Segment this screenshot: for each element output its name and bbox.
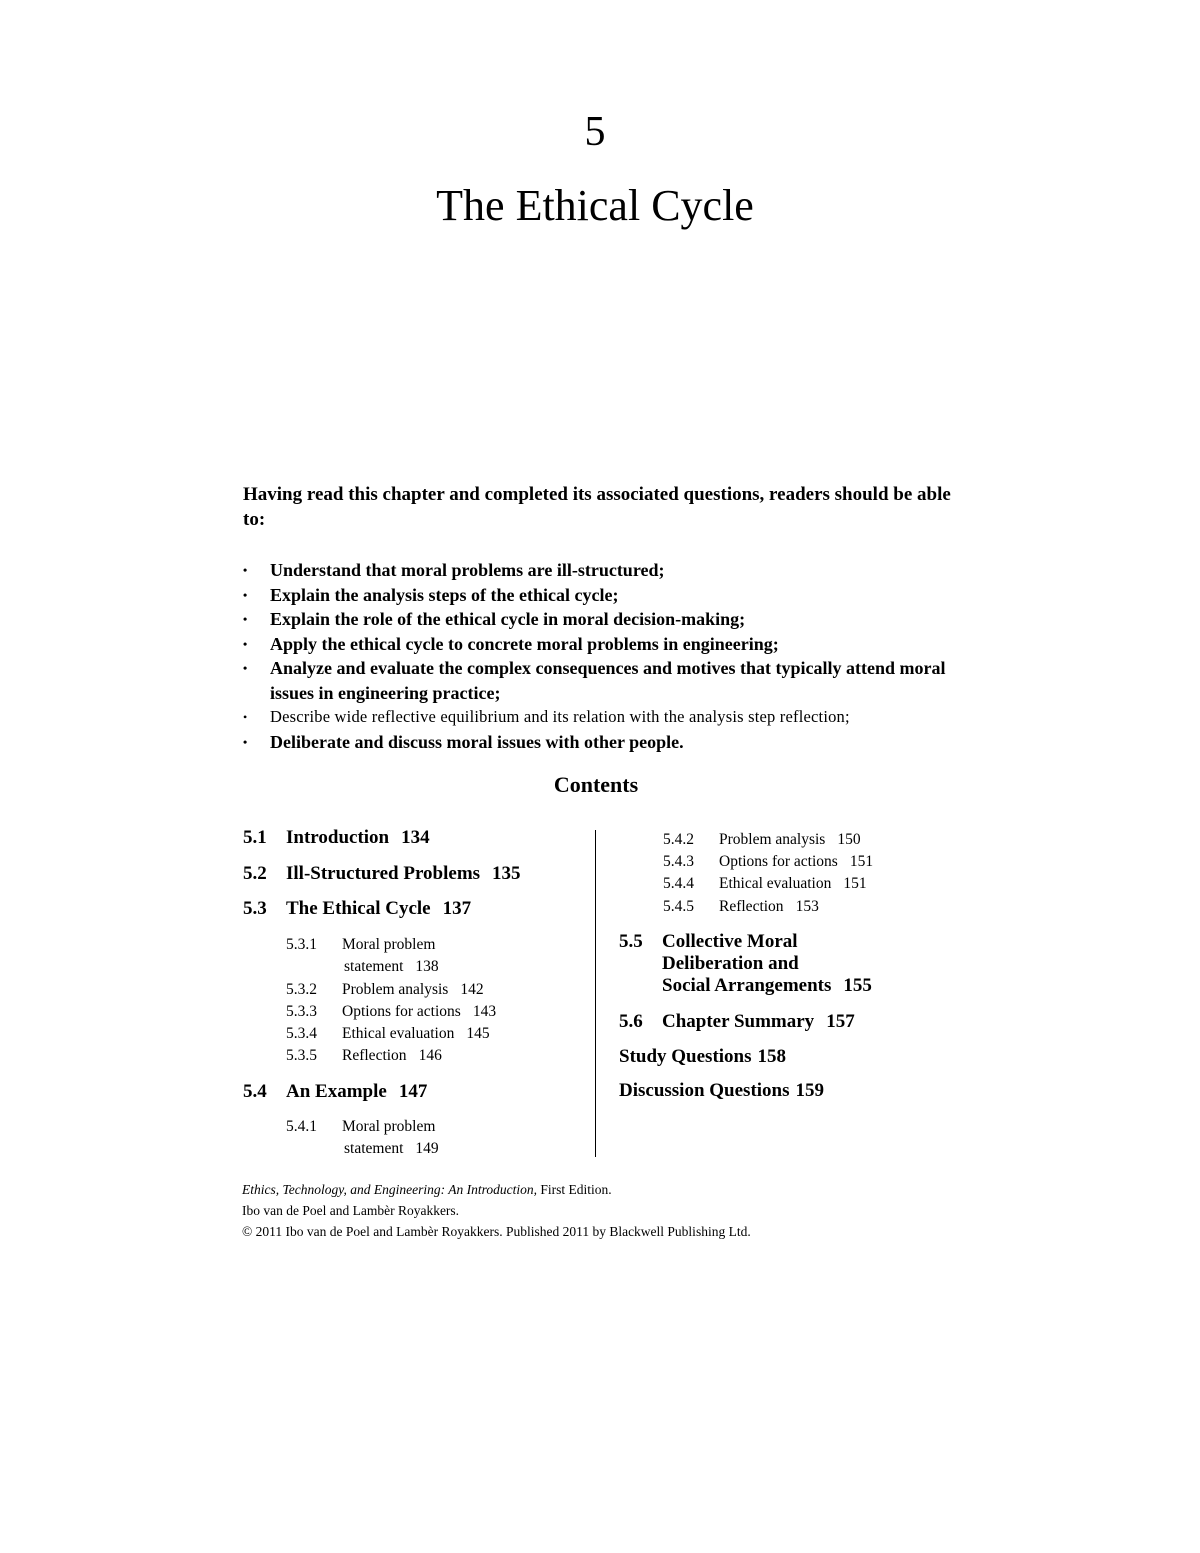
toc-page: 138 bbox=[415, 958, 439, 975]
objective-text: Analyze and evaluate the complex consequences and motives that typically attend moral issues in engineering practice; bbox=[270, 658, 946, 703]
column-divider bbox=[595, 830, 596, 1157]
toc-page: 135 bbox=[492, 863, 521, 884]
contents-heading: Contents bbox=[553, 772, 639, 797]
objective-text: Explain the analysis steps of the ethical cycle; bbox=[270, 584, 619, 605]
toc-page: 151 bbox=[843, 875, 867, 892]
bullet-icon: • bbox=[243, 587, 248, 602]
book-edition: First Edition. bbox=[540, 1182, 612, 1197]
bullet-icon: • bbox=[243, 636, 248, 651]
toc-title: An Example bbox=[286, 1081, 387, 1102]
toc-title: Moral problem bbox=[342, 1118, 436, 1135]
bullet-icon: • bbox=[243, 612, 248, 626]
toc-title: Collective Moral bbox=[662, 931, 798, 952]
toc-title: The Ethical Cycle bbox=[286, 898, 431, 919]
bullet-icon: • bbox=[243, 661, 248, 675]
objective-item bbox=[243, 705, 963, 730]
toc-title: Social Arrangements bbox=[662, 975, 832, 996]
objective-item bbox=[243, 730, 963, 755]
objective-text: Understand that moral problems are ill-structured; bbox=[270, 560, 665, 580]
toc-number: 5.4.2 bbox=[663, 831, 694, 848]
toc-title: Problem analysis bbox=[719, 831, 826, 848]
toc-entry bbox=[619, 1080, 824, 1102]
toc-page: 150 bbox=[837, 831, 861, 848]
toc-page: 147 bbox=[398, 1081, 428, 1102]
toc-number: 5.4.3 bbox=[663, 853, 694, 870]
toc-number: 5.3.1 bbox=[286, 936, 317, 953]
toc-page: 142 bbox=[460, 981, 484, 998]
toc-title: Ethical evaluation bbox=[342, 1025, 455, 1042]
toc-page: 155 bbox=[843, 975, 872, 996]
toc-number: 5.3 bbox=[243, 898, 267, 919]
toc-page: 157 bbox=[826, 1011, 855, 1032]
toc-title: Reflection bbox=[719, 898, 784, 915]
toc-entry bbox=[619, 1046, 786, 1068]
objective-item bbox=[243, 632, 963, 657]
objective-text: Describe wide reflective equilibrium and its relation with the analysis step reflection; bbox=[270, 707, 850, 726]
book-title: Ethics, Technology, and Engineering: An Introduction, bbox=[242, 1182, 537, 1197]
toc-title: Reflection bbox=[342, 1047, 407, 1064]
chapter-title: The Ethical Cycle bbox=[436, 181, 754, 230]
bullet-icon: • bbox=[243, 563, 248, 577]
toc-number: 5.6 bbox=[619, 1011, 643, 1032]
toc-title: Options for actions bbox=[342, 1003, 461, 1020]
objective-item bbox=[243, 607, 963, 632]
toc-title: Study Questions bbox=[619, 1046, 752, 1067]
toc-title: Deliberation and bbox=[662, 953, 799, 974]
objective-text: Apply the ethical cycle to concrete moral problems in engineering; bbox=[270, 633, 779, 654]
toc-title: Introduction bbox=[286, 827, 390, 848]
toc-page: 158 bbox=[757, 1046, 787, 1067]
toc-page: 146 bbox=[418, 1047, 442, 1064]
toc-title: Ethical evaluation bbox=[719, 875, 832, 892]
toc-number: 5.4.5 bbox=[663, 898, 694, 915]
learning-objectives-list bbox=[243, 558, 963, 754]
toc-number: 5.5 bbox=[619, 931, 643, 952]
toc-number: 5.3.3 bbox=[286, 1003, 317, 1020]
learning-objectives-intro: Having read this chapter and completed its associated questions, readers should be able to: bbox=[243, 484, 951, 530]
objective-text: Deliberate and discuss moral issues with other people. bbox=[270, 731, 684, 752]
toc-number: 5.3.2 bbox=[286, 981, 317, 998]
toc-page: 159 bbox=[795, 1080, 825, 1101]
toc-title: Chapter Summary bbox=[662, 1011, 815, 1032]
objective-item bbox=[243, 656, 963, 705]
toc-number: 5.4.1 bbox=[286, 1118, 317, 1135]
toc-page: 137 bbox=[442, 898, 472, 919]
toc-page: 151 bbox=[849, 853, 874, 870]
publication-footer bbox=[242, 1179, 751, 1242]
toc-number: 5.4.4 bbox=[663, 875, 694, 892]
toc-page: 149 bbox=[415, 1140, 439, 1157]
toc-page: 143 bbox=[472, 1003, 497, 1020]
chapter-number: 5 bbox=[584, 109, 606, 155]
bullet-icon: • bbox=[243, 710, 248, 724]
book-authors: Ibo van de Poel and Lambèr Royakkers. bbox=[242, 1203, 460, 1218]
toc-number: 5.1 bbox=[243, 827, 267, 848]
toc-number: 5.3.4 bbox=[286, 1025, 317, 1042]
toc-title: Moral problem bbox=[342, 936, 436, 953]
toc-title: Problem analysis bbox=[342, 981, 449, 998]
toc-title: Options for actions bbox=[719, 853, 838, 870]
objective-text: Explain the role of the ethical cycle in moral decision-making; bbox=[270, 609, 746, 629]
toc-title: statement bbox=[344, 1140, 404, 1157]
toc-number: 5.3.5 bbox=[286, 1047, 317, 1064]
toc-title: Discussion Questions bbox=[619, 1080, 790, 1101]
toc-number: 5.2 bbox=[243, 863, 267, 884]
objective-item bbox=[243, 558, 963, 583]
toc-page: 134 bbox=[401, 827, 430, 848]
book-citation bbox=[242, 1179, 751, 1200]
objective-item bbox=[243, 583, 963, 608]
toc-page: 145 bbox=[466, 1025, 490, 1042]
copyright-notice: © 2011 Ibo van de Poel and Lambèr Royakkers. Published 2011 by Blackwell Publishing Ltd. bbox=[242, 1224, 751, 1239]
toc-number: 5.4 bbox=[243, 1081, 267, 1102]
toc-page: 153 bbox=[795, 898, 819, 915]
toc-title: statement bbox=[344, 958, 404, 975]
toc-title: Ill-Structured Problems bbox=[286, 863, 481, 884]
bullet-icon: • bbox=[243, 734, 248, 749]
